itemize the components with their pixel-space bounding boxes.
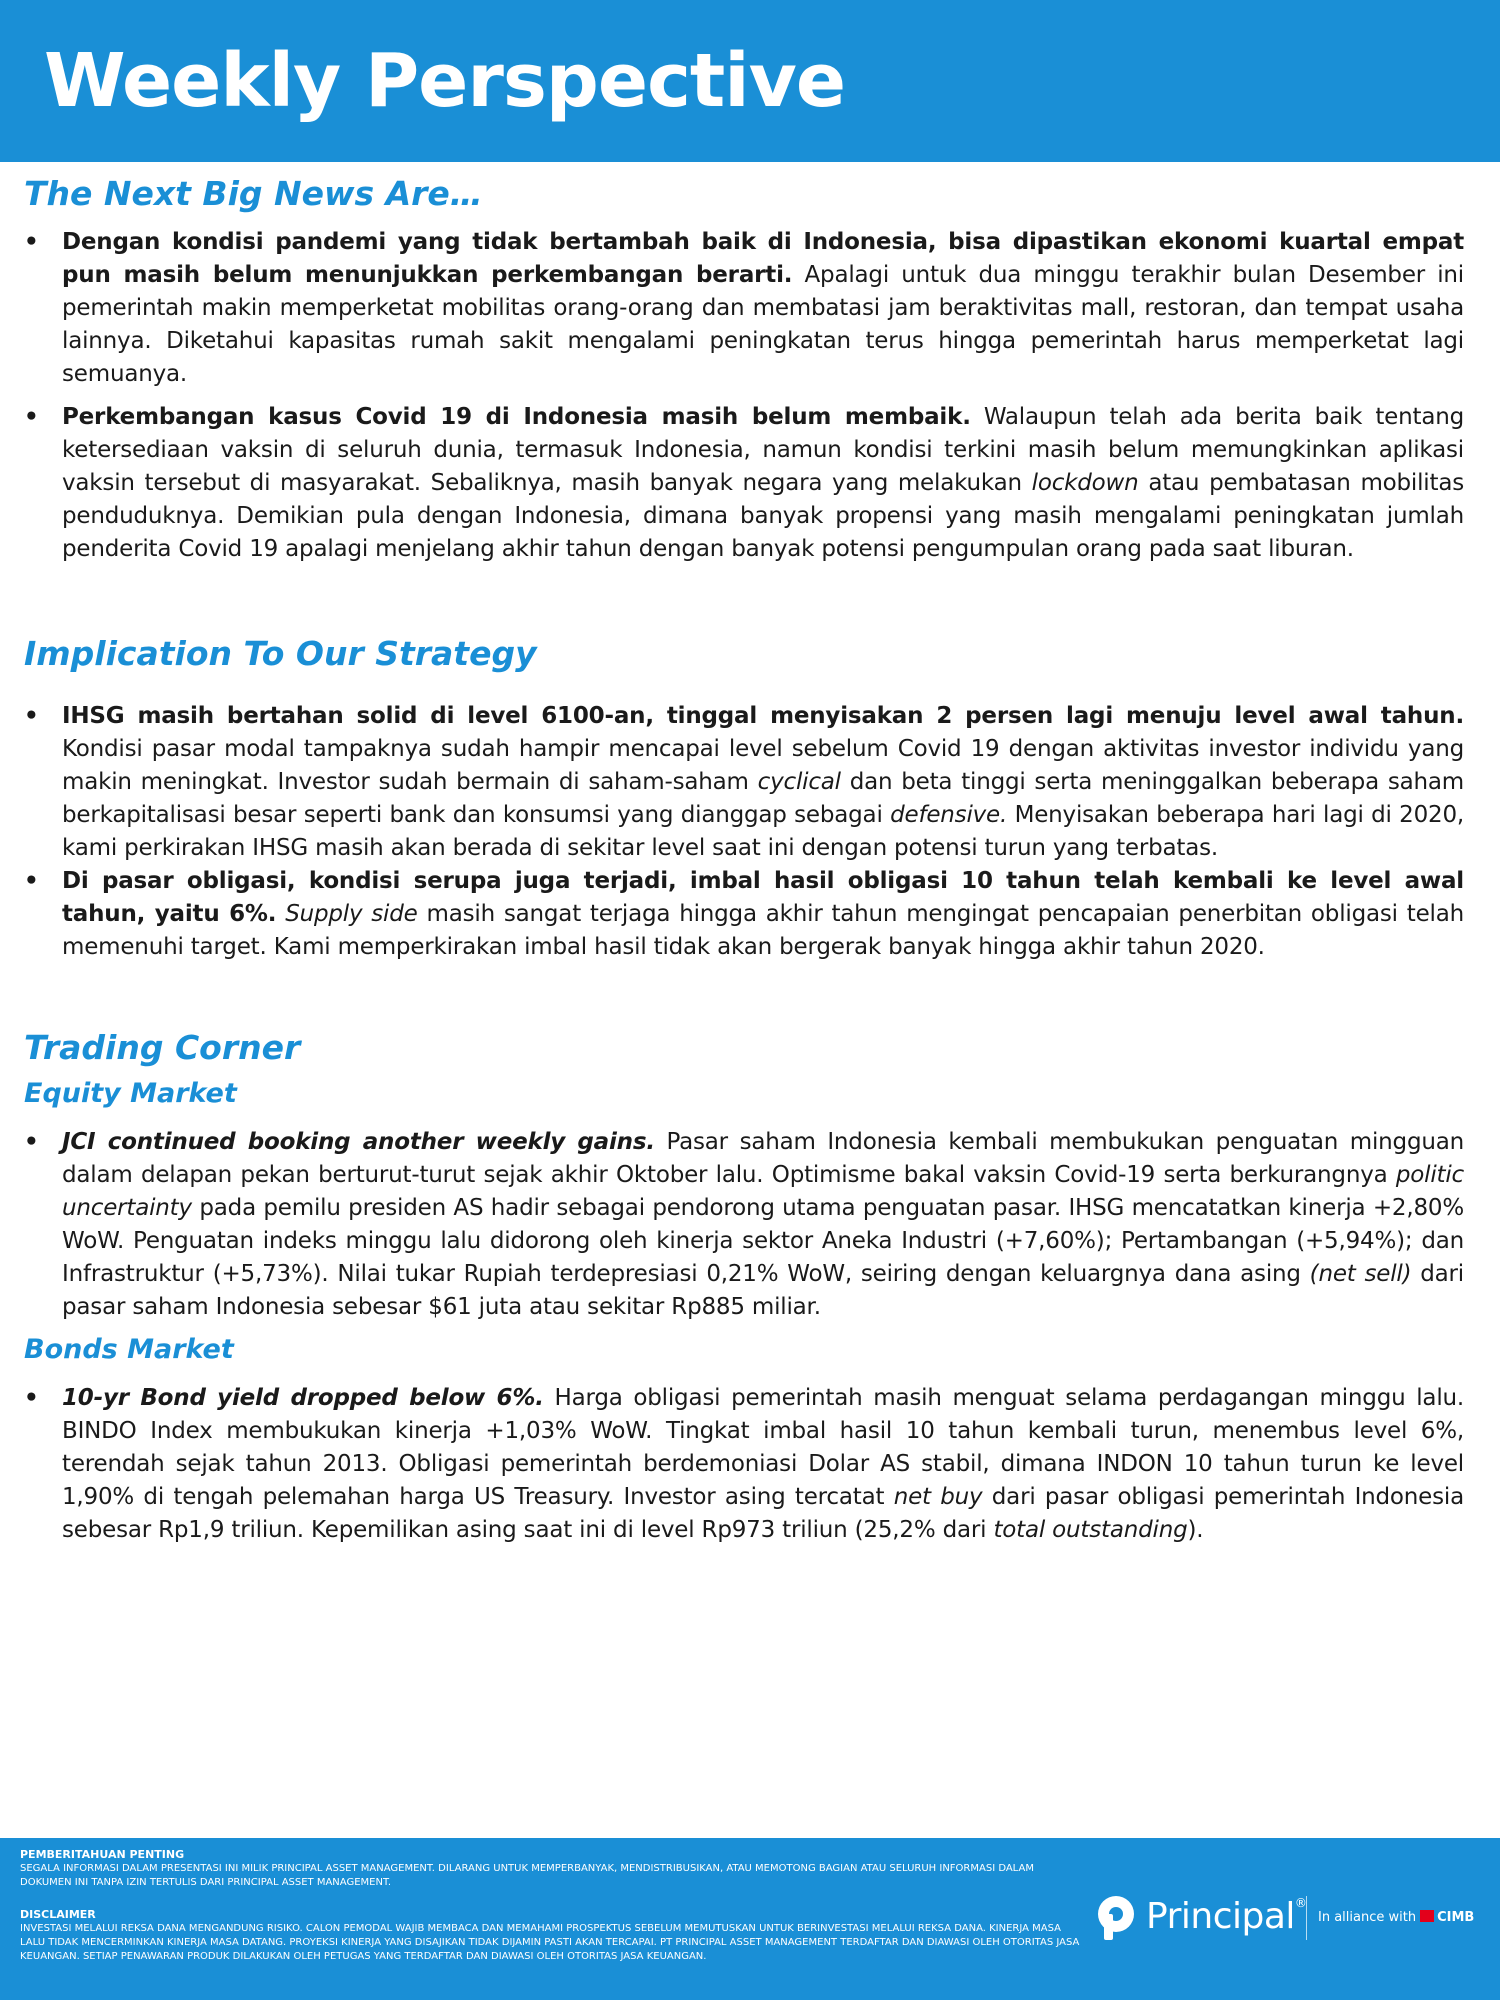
notice-block bbox=[20, 1848, 1080, 1890]
subheading-bonds-market: Bonds Market bbox=[24, 1334, 234, 1365]
implication-list bbox=[24, 700, 1464, 964]
bullet-lead: Di pasar obligasi, kondisi serupa juga terjadi, imbal hasil obligasi 10 tahun telah kembali ke level awal tahun, yaitu 6%. bbox=[62, 868, 1464, 927]
section-heading-trading-corner: Trading Corner bbox=[24, 1028, 301, 1067]
disclaimer-block bbox=[20, 1908, 1080, 1964]
bullet-italic: politic uncertainty bbox=[62, 1162, 1464, 1221]
bullet-text: Walaupun telah ada berita baik tentang ketersediaan vaksin di seluruh dunia, termasuk Indonesia, namun kondisi terkini masih belum memungkinkan aplikasi vaksin tersebut di masyarakat. Sebaliknya, masih banyak negara yang melakukan bbox=[62, 404, 1464, 496]
bullet-lead: IHSG masih bertahan solid di level 6100-an, tinggal menyisakan 2 persen lagi menuju level awal tahun. bbox=[62, 703, 1464, 729]
bullet-text: Apalagi untuk dua minggu terakhir bulan Desember ini pemerintah makin memperketat mobilitas orang-orang dan membatasi jam beraktivitas mall, restoran, dan tempat usaha lainnya. Diketahui kapasitas rumah sakit mengalami peningkatan terus hingga pemerintah harus memperketat lagi semuanya. bbox=[62, 262, 1464, 387]
bullet-icon: • bbox=[24, 229, 39, 255]
bullet-italic: lockdown bbox=[1031, 470, 1139, 496]
next-big-news-list bbox=[24, 226, 1464, 566]
bullet-text: dari pasar obligasi pemerintah Indonesia sebesar Rp1,9 triliun. Kepemilikan asing saat ini di level Rp973 triliun (25,2% dari bbox=[62, 1484, 1464, 1543]
logo-wordmark: Principal® bbox=[1146, 1896, 1307, 1937]
alliance-text: In alliance with CIMB bbox=[1318, 1910, 1475, 1925]
bullet-italic: net buy bbox=[893, 1484, 983, 1510]
bullet-text: dan beta tinggi serta meninggalkan beberapa saham berkapitalisasi besar seperti bank dan konsumsi yang dianggap sebagai bbox=[62, 769, 1464, 828]
header-banner bbox=[0, 0, 1500, 162]
bullet-lead: JCI continued booking another weekly gains. bbox=[62, 1129, 655, 1155]
logo-divider bbox=[1306, 1896, 1307, 1940]
bullet-text: dari pasar saham Indonesia sebesar $61 juta atau sekitar Rp885 miliar. bbox=[62, 1261, 1464, 1320]
list-item bbox=[24, 1382, 1464, 1547]
bullet-text: ). bbox=[1187, 1517, 1204, 1543]
principal-logo-icon bbox=[1094, 1894, 1138, 1942]
bullet-text: pada pemilu presiden AS hadir sebagai pendorong utama penguatan pasar. IHSG mencatatkan kinerja +2,80% WoW. Penguatan indeks minggu lalu didorong oleh kinerja sektor Aneka Industri (+7,60%); Pertambangan (+5,94%); dan Infrastruktur (+5,73%). Nilai tukar Rupiah terdepresiasi 0,21% WoW, seiring dengan keluargnya dana asing bbox=[62, 1195, 1464, 1287]
section-heading-implication: Implication To Our Strategy bbox=[24, 634, 537, 673]
subheading-equity-market: Equity Market bbox=[24, 1078, 237, 1109]
disclaimer-text: INVESTASI MELALUI REKSA DANA MENGANDUNG RISIKO. CALON PEMODAL WAJIB MEMBACA DAN MEMAHAMI PROSPEKTUS SEBELUM MEMUTUSKAN UNTUK BERINVESTASI MELALUI REKSA DANA. KINERJA MASA LALU TIDAK MENCERMINKAN KINERJA MASA DATANG. PROYEKSI KINERJA YANG DISAJIKAN TIDAK DIJAMIN PASTI AKAN TERCAPAI. PT PRINCIPAL ASSET MANAGEMENT TERDAFTAR DAN DIAWASI OLEH OTORITAS JASA KEUANGAN. SETIAP PENAWARAN PRODUK DILAKUKAN OLEH PETUGAS YANG TERDAFTAR DAN DIAWASI OLEH OTORITAS JASA KEUANGAN. bbox=[20, 1923, 1080, 1962]
cimb-icon bbox=[1420, 1910, 1434, 1922]
bullet-italic: defensive. bbox=[890, 802, 1008, 828]
main-content bbox=[24, 172, 1464, 1547]
bullet-lead: 10-yr Bond yield dropped below 6%. bbox=[62, 1385, 544, 1411]
list-item bbox=[24, 1126, 1464, 1324]
list-item bbox=[24, 226, 1464, 391]
principal-logo bbox=[1094, 1888, 1474, 1948]
bullet-lead: Dengan kondisi pandemi yang tidak bertambah baik di Indonesia, bisa dipastikan ekonomi kuartal empat pun masih belum menunjukkan perkembangan berarti. bbox=[62, 229, 1464, 288]
page-title: Weekly Perspective bbox=[44, 38, 846, 124]
bullet-italic: cyclical bbox=[757, 769, 841, 795]
bullet-text: Menyisakan beberapa hari lagi di 2020, kami perkirakan IHSG masih akan berada di sekitar level saat ini dengan potensi turun yang terbatas. bbox=[62, 802, 1465, 861]
list-item bbox=[24, 700, 1464, 865]
bullet-italic: (net sell) bbox=[1309, 1261, 1412, 1287]
bullet-icon: • bbox=[24, 1385, 39, 1411]
list-item bbox=[24, 865, 1464, 964]
section-heading-next-big-news: The Next Big News Are… bbox=[24, 174, 483, 213]
bullet-text: Kondisi pasar modal tampaknya sudah hampir mencapai level sebelum Covid 19 dengan aktivitas investor individu yang makin meningkat. Investor sudah bermain di saham-saham bbox=[62, 736, 1464, 795]
bullet-icon: • bbox=[24, 868, 39, 894]
bullet-italic: Supply side bbox=[276, 901, 418, 927]
bullet-text: Pasar saham Indonesia kembali membukukan penguatan mingguan dalam delapan pekan berturut-turut sejak akhir Oktober lalu. Optimisme bakal vaksin Covid-19 serta berkurangnya bbox=[62, 1129, 1464, 1188]
notice-heading: PEMBERITAHUAN PENTING bbox=[20, 1848, 185, 1861]
equity-list bbox=[24, 1126, 1464, 1324]
disclaimer-heading: DISCLAIMER bbox=[20, 1908, 96, 1921]
bullet-text: Harga obligasi pemerintah masih menguat selama perdagangan minggu lalu. BINDO Index membukukan kinerja +1,03% WoW. Tingkat imbal hasil 10 tahun kembali turun, menembus level 6%, terendah sejak tahun 2013. Obligasi pemerintah berdemoniasi Dolar AS stabil, dimana INDON 10 tahun turun ke level 1,90% di tengah pelemahan harga US Treasury. Investor asing tercatat bbox=[62, 1385, 1464, 1510]
list-item bbox=[24, 401, 1464, 566]
notice-text: SEGALA INFORMASI DALAM PRESENTASI INI MILIK PRINCIPAL ASSET MANAGEMENT. DILARANG UNTUK MEMPERBANYAK, MENDISTRIBUSIKAN, ATAU MEMOTONG BAGIAN ATAU SELURUH INFORMASI DALAM DOKUMEN INI TANPA IZIN TERTULIS DARI PRINCIPAL ASSET MANAGEMENT. bbox=[20, 1863, 1034, 1888]
footer bbox=[0, 1838, 1500, 2000]
bullet-icon: • bbox=[24, 1129, 39, 1155]
bullet-icon: • bbox=[24, 703, 39, 729]
bullet-italic: total outstanding bbox=[993, 1517, 1188, 1543]
bullet-icon: • bbox=[24, 404, 39, 430]
bullet-text: atau pembatasan mobilitas penduduknya. Demikian pula dengan Indonesia, dimana banyak propensi yang masih mengalami peningkatan jumlah penderita Covid 19 apalagi menjelang akhir tahun dengan banyak potensi pengumpulan orang pada saat liburan. bbox=[62, 470, 1464, 562]
bullet-text: masih sangat terjaga hingga akhir tahun mengingat pencapaian penerbitan obligasi telah memenuhi target. Kami memperkirakan imbal hasil tidak akan bergerak banyak hingga akhir tahun 2020. bbox=[62, 901, 1464, 960]
bullet-lead: Perkembangan kasus Covid 19 di Indonesia masih belum membaik. bbox=[62, 404, 971, 430]
bonds-list bbox=[24, 1382, 1464, 1547]
